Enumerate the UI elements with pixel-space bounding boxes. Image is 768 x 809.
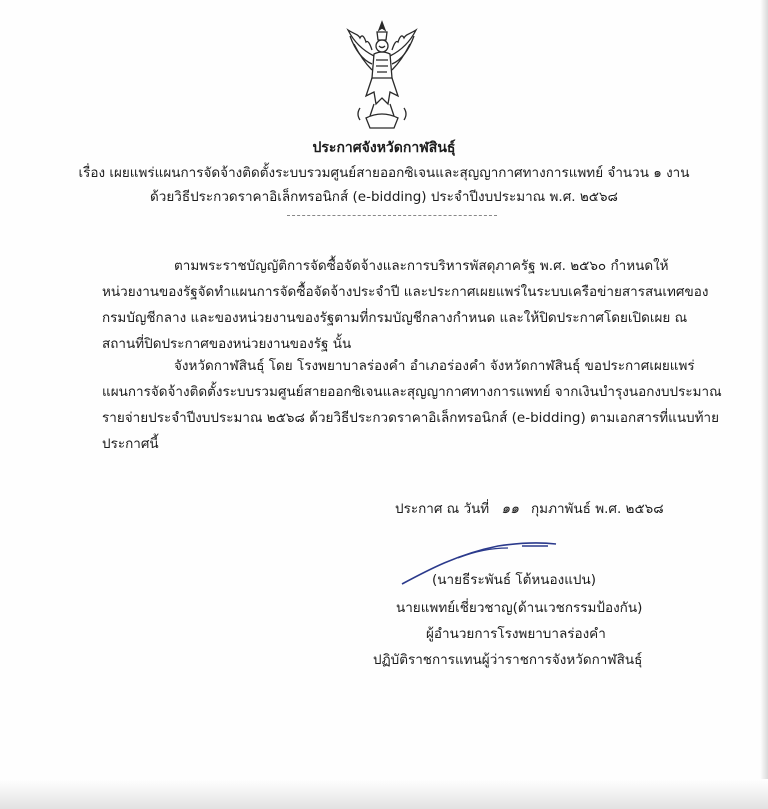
date-prefix: ประกาศ ณ วันที่ [395, 501, 490, 517]
date-month-year: กุมภาพันธ์ พ.ศ. ๒๕๖๘ [531, 501, 664, 517]
signer-acting: ปฏิบัติราชการแทนผู้ว่าราชการจังหวัดกาฬสินธุ์ [373, 652, 643, 668]
paragraph-2-line: รายจ่ายประจำปีงบประมาณ ๒๕๖๘ ด้วยวิธีประกวดราคาอิเล็กทรอนิกส์ (e-bidding) ตามเอกสารที่แนบท้าย [102, 410, 720, 426]
scan-edge-right [760, 0, 768, 809]
announcement-date [395, 497, 664, 520]
paragraph-1-line: ตามพระราชบัญญัติการจัดซื้อจัดจ้างและการบริหารพัสดุภาครัฐ พ.ศ. ๒๕๖๐ กำหนดให้ [174, 258, 669, 274]
paragraph-1-line: หน่วยงานของรัฐจัดทำแผนการจัดซื้อจัดจ้างประจำปี และประกาศเผยแพร่ในระบบเครือข่ายสารสนเทศของ [102, 284, 709, 300]
signer-position: นายแพทย์เชี่ยวชาญ(ด้านเวชกรรมป้องกัน) [396, 600, 643, 616]
paragraph-2-line: แผนการจัดจ้างติดตั้งระบบรวมศูนย์สายออกซิเจนและสุญญากาศทางการแพทย์ จากเงินบำรุงนอกงบประมาณ [102, 384, 722, 400]
paragraph-1 [102, 253, 709, 357]
paragraph-1-line: กรมบัญชีกลาง และของหน่วยงานของรัฐตามที่กรมบัญชีกลางกำหนด และให้ปิดประกาศโดยเปิดเผย ณ [102, 310, 688, 326]
paragraph-2-line: ประกาศนี้ [102, 436, 159, 452]
heading-divider [287, 215, 497, 216]
date-day: ๑๑ [501, 501, 519, 517]
paragraph-1-line: สถานที่ปิดประกาศของหน่วยงานของรัฐ นั้น [102, 336, 352, 352]
signer-role: ผู้อำนวยการโรงพยาบาลร่องคำ [426, 626, 606, 642]
signer-name: (นายธีระพันธ์ โต้หนองแปน) [432, 572, 596, 588]
scan-edge-bottom [0, 779, 768, 809]
garuda-emblem-icon [344, 20, 420, 132]
subject-line-1: เรื่อง เผยแพร่แผนการจัดจ้างติดตั้งระบบรวมศูนย์สายออกซิเจนและสุญญากาศทางการแพทย์ จำนวน ๑ งาน [78, 165, 690, 181]
paragraph-2-line: จังหวัดกาฬสินธุ์ โดย โรงพยาบาลร่องคำ อำเภอร่องคำ จังหวัดกาฬสินธุ์ ขอประกาศเผยแพร่ [174, 358, 695, 374]
paragraph-2 [102, 353, 722, 457]
announcement-heading: ประกาศจังหวัดกาฬสินธุ์ [312, 140, 456, 156]
subject-line-2: ด้วยวิธีประกวดราคาอิเล็กทรอนิกส์ (e-bidding) ประจำปีงบประมาณ พ.ศ. ๒๕๖๘ [150, 189, 618, 205]
